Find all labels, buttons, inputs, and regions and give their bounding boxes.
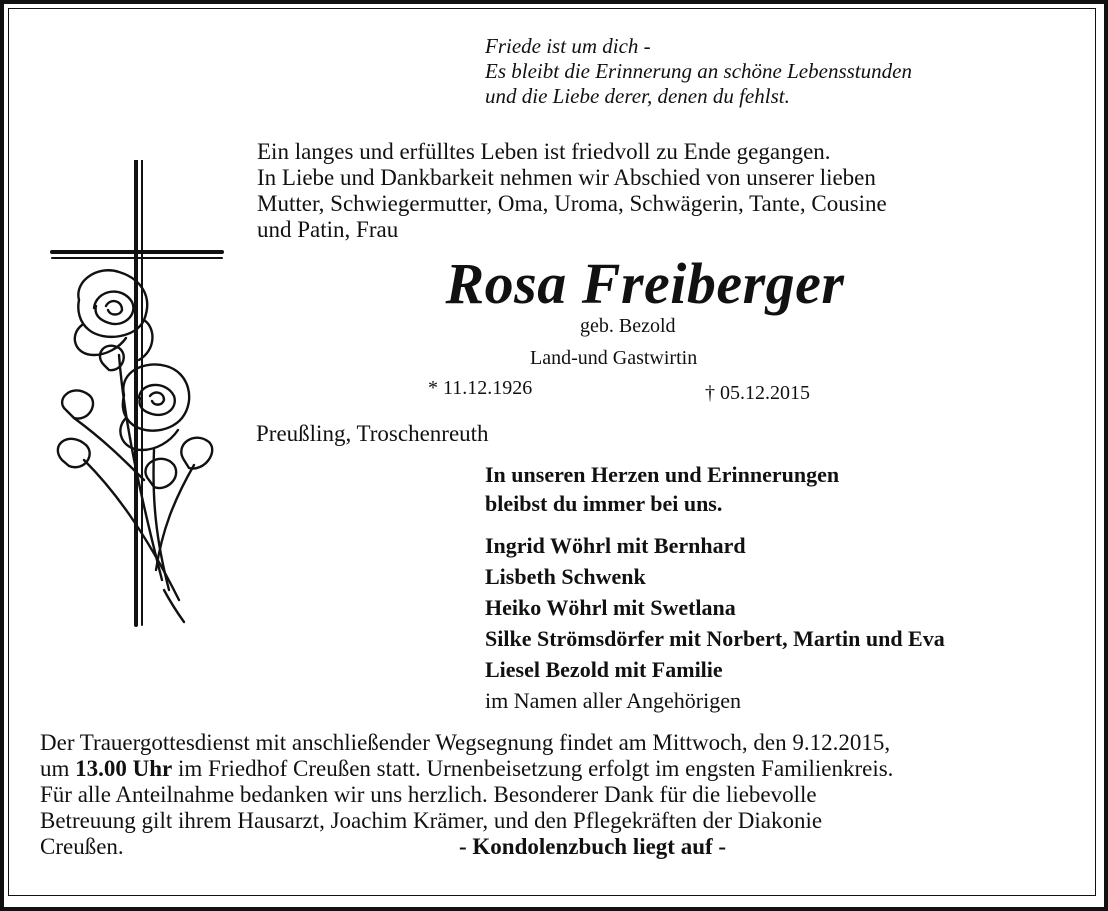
motto-line: Friede ist um dich - — [485, 34, 651, 58]
mourners-footer: im Namen aller Angehörigen — [485, 688, 741, 713]
thanks-line: Betreuung gilt ihrem Hausarzt, Joachim Krämer, und den Pflegekräften der Diakonie — [40, 808, 823, 833]
condolence-book-note: - Kondolenzbuch liegt auf - — [459, 834, 727, 859]
memorial-quote — [485, 460, 839, 518]
motto-line: und die Liebe derer, denen du fehlst. — [485, 84, 790, 108]
place-names: Preußling, Troschenreuth — [256, 421, 489, 446]
intro-line: und Patin, Frau — [257, 217, 399, 242]
deceased-name: Rosa Freiberger — [445, 251, 845, 316]
mourner-entry: Liesel Bezold mit Familie — [485, 657, 723, 682]
intro-line: Ein langes und erfülltes Leben ist friedvoll zu Ende gegangen. — [257, 139, 831, 164]
closing-place: Creußen. — [40, 834, 124, 859]
service-line-time — [40, 756, 893, 782]
service-line: Der Trauergottesdienst mit anschließender Wegsegnung findet am Mittwoch, den 9.12.2015, — [40, 730, 891, 755]
thanks-line: Für alle Anteilnahme bedanken wir uns herzlich. Besonderer Dank für die liebevolle — [40, 782, 817, 807]
mourners-list — [485, 530, 945, 716]
mourner-entry: Heiko Wöhrl mit Swetlana — [485, 595, 736, 620]
motto-verse — [485, 34, 912, 109]
intro-line: In Liebe und Dankbarkeit nehmen wir Abschied von unserer lieben — [257, 165, 876, 190]
service-line-pre: um — [40, 756, 76, 781]
motto-line: Es bleibt die Erinnerung an schöne Lebensstunden — [485, 59, 912, 83]
mourner-entry: Silke Strömsdörfer mit Norbert, Martin und Eva — [485, 626, 945, 651]
mourner-entry: Lisbeth Schwenk — [485, 564, 646, 589]
death-date: † 05.12.2015 — [705, 382, 810, 404]
mourner-entry: Ingrid Wöhrl mit Bernhard — [485, 533, 746, 558]
occupation: Land-und Gastwirtin — [530, 347, 698, 369]
closing-line — [40, 834, 893, 860]
intro-text — [257, 137, 887, 244]
cross-with-roses-icon — [44, 160, 244, 640]
birth-date: * 11.12.1926 — [428, 377, 533, 399]
intro-line: Mutter, Schwiegermutter, Oma, Uroma, Schwägerin, Tante, Cousine — [257, 191, 887, 216]
service-details — [40, 730, 893, 860]
quote-line: bleibst du immer bei uns. — [485, 491, 723, 516]
maiden-name: geb. Bezold — [580, 315, 676, 337]
quote-line: In unseren Herzen und Erinnerungen — [485, 462, 840, 487]
service-time: 13.00 Uhr — [75, 756, 173, 781]
service-line-post: im Friedhof Creußen statt. Urnenbeisetzung erfolgt im engsten Familienkreis. — [172, 756, 894, 781]
